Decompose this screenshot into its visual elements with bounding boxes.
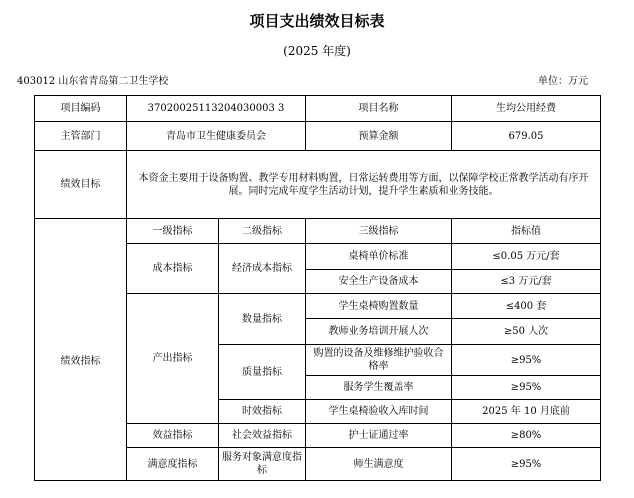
page-title: 项目支出绩效目标表 bbox=[249, 12, 385, 30]
indicator-name: 服务学生覆盖率 bbox=[306, 376, 452, 400]
budget-label: 预算金额 bbox=[306, 122, 452, 151]
level1-cost: 成本指标 bbox=[127, 244, 219, 294]
header-level1: 一级指标 bbox=[127, 219, 219, 244]
performance-table bbox=[34, 95, 601, 481]
table-row bbox=[35, 122, 601, 151]
department-value: 青岛市卫生健康委员会 bbox=[127, 122, 306, 151]
project-code-value: 37020025113204030003 3 bbox=[127, 96, 306, 122]
indicator-value: ≥50 人次 bbox=[452, 319, 601, 345]
goal-label: 绩效目标 bbox=[35, 151, 127, 219]
project-code-label: 项目编码 bbox=[35, 96, 127, 122]
header-value: 指标值 bbox=[452, 219, 601, 244]
indicator-value: ≤3 万元/套 bbox=[452, 270, 601, 294]
table-row bbox=[35, 244, 601, 270]
indicator-name: 购置的设备及维修维护验收合格率 bbox=[306, 345, 452, 376]
level2-time: 时效指标 bbox=[219, 400, 306, 424]
level2-quality: 质量指标 bbox=[219, 345, 306, 400]
level2-service: 服务对象满意度指标 bbox=[219, 448, 306, 481]
indicator-value: ≤0.05 万元/套 bbox=[452, 244, 601, 270]
header-level3: 三级指标 bbox=[306, 219, 452, 244]
indicator-name: 师生满意度 bbox=[306, 448, 452, 481]
currency-unit: 单位：万元 bbox=[538, 76, 588, 87]
indicator-name: 护士证通过率 bbox=[306, 424, 452, 448]
level2-econ-cost: 经济成本指标 bbox=[219, 244, 306, 294]
header-level2: 二级指标 bbox=[219, 219, 306, 244]
blank-cell bbox=[35, 219, 127, 244]
table-row bbox=[35, 219, 601, 244]
indicator-name: 学生桌椅验收入库时间 bbox=[306, 400, 452, 424]
unit-name: 403012 山东省青岛第二卫生学校 bbox=[17, 76, 169, 87]
indicator-name: 桌椅单价标准 bbox=[306, 244, 452, 270]
level1-benefit: 效益指标 bbox=[127, 424, 219, 448]
level1-output: 产出指标 bbox=[127, 294, 219, 424]
department-label: 主管部门 bbox=[35, 122, 127, 151]
level1-satisfaction: 满意度指标 bbox=[127, 448, 219, 481]
indicator-value: ≤400 套 bbox=[452, 294, 601, 319]
table-row bbox=[35, 151, 601, 219]
indicators-label: 绩效指标 bbox=[35, 244, 127, 481]
level2-social: 社会效益指标 bbox=[219, 424, 306, 448]
table-row bbox=[35, 96, 601, 122]
indicator-value: ≥95% bbox=[452, 448, 601, 481]
project-name-label: 项目名称 bbox=[306, 96, 452, 122]
project-name-value: 生均公用经费 bbox=[452, 96, 601, 122]
goal-text: 本资金主要用于设备购置、教学专用材料购置，日常运转费用等方面，以保障学校正常教学活动有序开展。同时完成年度学生活动计划，提升学生素质和业务技能。 bbox=[127, 151, 601, 219]
indicator-value: ≥95% bbox=[452, 345, 601, 376]
budget-value: 679.05 bbox=[452, 122, 601, 151]
indicator-name: 安全生产设备成本 bbox=[306, 270, 452, 294]
level2-quantity: 数量指标 bbox=[219, 294, 306, 345]
indicator-name: 教师业务培训开展人次 bbox=[306, 319, 452, 345]
indicator-value: 2025 年 10 月底前 bbox=[452, 400, 601, 424]
indicator-name: 学生桌椅购置数量 bbox=[306, 294, 452, 319]
indicator-value: ≥80% bbox=[452, 424, 601, 448]
page-subtitle: (2025 年度) bbox=[283, 44, 351, 58]
indicator-value: ≥95% bbox=[452, 376, 601, 400]
